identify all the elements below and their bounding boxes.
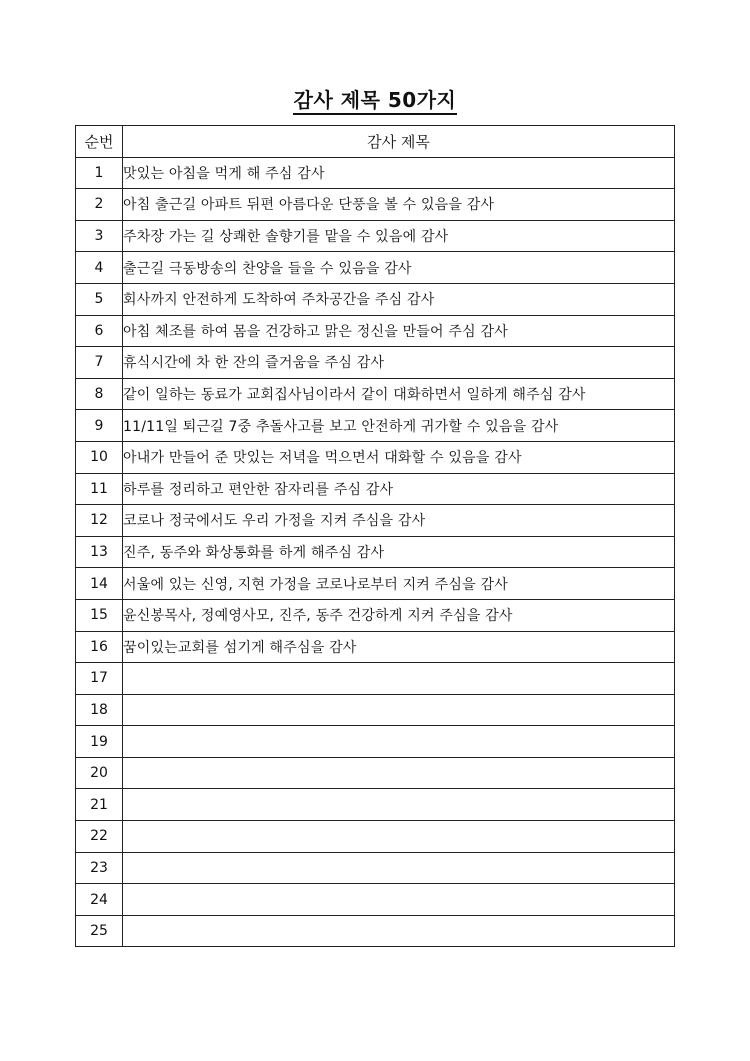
row-number: 10 [76,441,123,473]
row-number: 7 [76,347,123,379]
table-row [76,599,675,631]
table-row [76,568,675,600]
table-row [76,157,675,189]
table-row [76,378,675,410]
row-text: 같이 일하는 동료가 교회집사님이라서 같이 대화하면서 일하게 해주심 감사 [123,378,675,410]
table-row [76,347,675,379]
row-number: 18 [76,694,123,726]
row-text: 아침 출근길 아파트 뒤편 아름다운 단풍을 볼 수 있음을 감사 [123,189,675,221]
row-text: 휴식시간에 차 한 잔의 즐거움을 주심 감사 [123,347,675,379]
table-row [76,726,675,758]
table-row [76,315,675,347]
row-text: 아침 체조를 하여 몸을 건강하고 맑은 정신을 만들어 주심 감사 [123,315,675,347]
row-text [123,726,675,758]
row-text [123,852,675,884]
table-body [76,157,675,947]
row-text: 코로나 정국에서도 우리 가정을 지켜 주심을 감사 [123,505,675,537]
row-text: 하루를 정리하고 편안한 잠자리를 주심 감사 [123,473,675,505]
row-number: 8 [76,378,123,410]
row-number: 6 [76,315,123,347]
row-text [123,663,675,695]
row-number: 25 [76,915,123,947]
table-row [76,757,675,789]
row-number: 13 [76,536,123,568]
row-text: 회사까지 안전하게 도착하여 주차공간을 주심 감사 [123,283,675,315]
row-number: 1 [76,157,123,189]
table-row [76,410,675,442]
row-text: 서울에 있는 신영, 지현 가정을 코로나로부터 지켜 주심을 감사 [123,568,675,600]
row-text [123,694,675,726]
row-text: 아내가 만들어 준 맛있는 저녁을 먹으면서 대화할 수 있음을 감사 [123,441,675,473]
page-title [0,84,750,113]
row-text: 맛있는 아침을 먹게 해 주심 감사 [123,157,675,189]
row-text: 꿈이있는교회를 섬기게 해주심을 감사 [123,631,675,663]
table-row [76,252,675,284]
row-number: 23 [76,852,123,884]
row-number: 5 [76,283,123,315]
table-row [76,505,675,537]
row-number: 24 [76,884,123,916]
row-number: 17 [76,663,123,695]
row-text [123,915,675,947]
row-number: 15 [76,599,123,631]
row-number: 22 [76,821,123,853]
table-row [76,852,675,884]
row-number: 14 [76,568,123,600]
table-header-row [76,126,675,158]
row-number: 3 [76,220,123,252]
row-number: 20 [76,757,123,789]
table-row [76,789,675,821]
row-number: 21 [76,789,123,821]
row-text: 진주, 동주와 화상통화를 하게 해주심 감사 [123,536,675,568]
table-row [76,663,675,695]
gratitude-table [75,125,675,947]
row-number: 4 [76,252,123,284]
table-row [76,441,675,473]
row-number: 19 [76,726,123,758]
row-number: 12 [76,505,123,537]
row-text: 11/11일 퇴근길 7중 추돌사고를 보고 안전하게 귀가할 수 있음을 감사 [123,410,675,442]
row-text [123,884,675,916]
row-number: 9 [76,410,123,442]
table-row [76,536,675,568]
table-row [76,283,675,315]
row-text [123,789,675,821]
row-text [123,757,675,789]
header-number: 순번 [76,126,123,158]
table-row [76,189,675,221]
table-row [76,884,675,916]
row-number: 11 [76,473,123,505]
header-title: 감사 제목 [123,126,675,158]
row-text: 출근길 극동방송의 찬양을 들을 수 있음을 감사 [123,252,675,284]
table-row [76,473,675,505]
table-row [76,821,675,853]
table-row [76,631,675,663]
row-text [123,821,675,853]
page-title-text: 감사 제목 50가지 [293,88,458,115]
row-number: 16 [76,631,123,663]
row-number: 2 [76,189,123,221]
row-text: 주차장 가는 길 상쾌한 솔향기를 맡을 수 있음에 감사 [123,220,675,252]
table-row [76,915,675,947]
table-row [76,220,675,252]
table-row [76,694,675,726]
row-text: 윤신봉목사, 정예영사모, 진주, 동주 건강하게 지켜 주심을 감사 [123,599,675,631]
